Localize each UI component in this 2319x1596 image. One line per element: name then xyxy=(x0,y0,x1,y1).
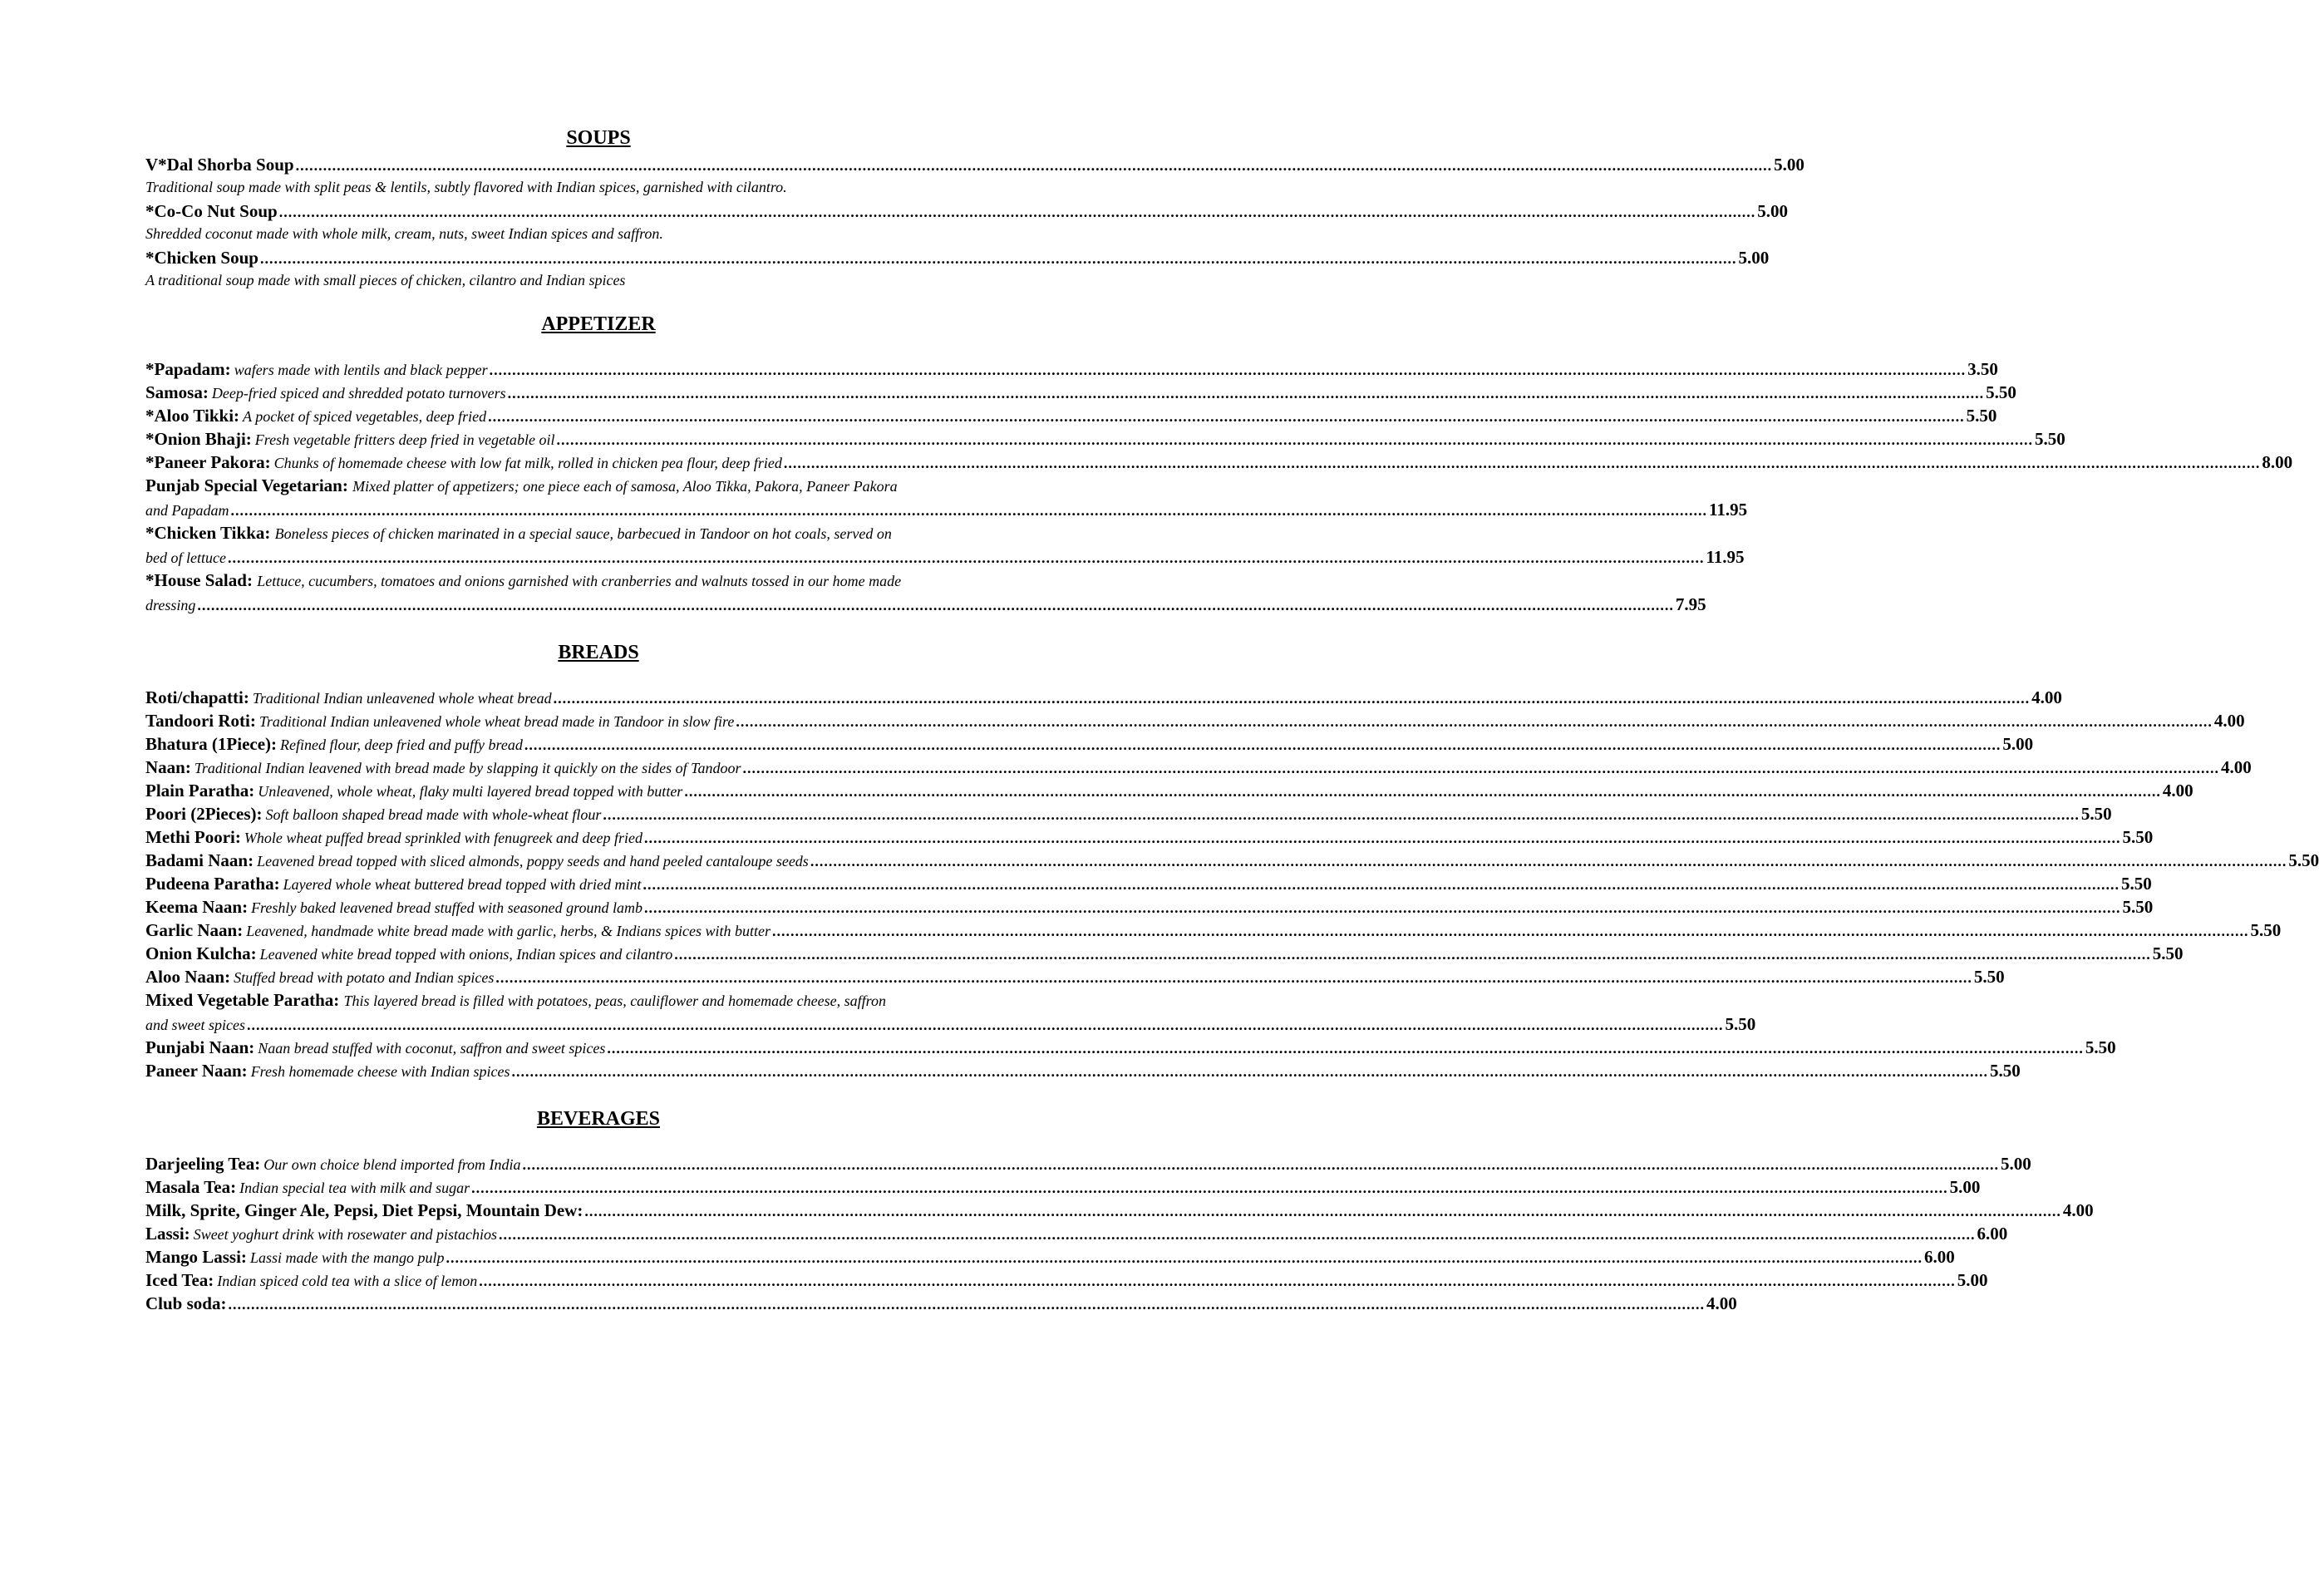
item-description: Mixed platter of appetizers; one piece each of samosa, Aloo Tikka, Pakora, Paneer Pakora xyxy=(352,478,898,495)
menu-item xyxy=(145,895,2154,919)
dot-leader xyxy=(736,710,2213,733)
item-description: Traditional Indian leavened with bread made by slapping it quickly on the sides of Tandoor xyxy=(194,760,741,776)
item-description: Lassi made with the mango pulp xyxy=(249,1249,445,1266)
menu-item xyxy=(145,802,2112,825)
item-price: 5.00 xyxy=(1757,201,1788,221)
item-name: Paneer Naan: xyxy=(145,1061,248,1081)
menu-item xyxy=(145,569,1706,616)
menu-item xyxy=(145,849,2319,872)
menu-item xyxy=(145,1199,2094,1222)
menu-item xyxy=(145,709,2245,732)
item-description: Fresh vegetable fritters deep fried in vegetable oil xyxy=(254,431,555,448)
section-appetizer xyxy=(145,311,2293,616)
dot-leader xyxy=(296,154,1773,177)
dot-leader xyxy=(499,1223,1976,1246)
item-name: Mango Lassi: xyxy=(145,1247,247,1267)
item-description: Sweet yoghurt drink with rosewater and pistachios xyxy=(193,1226,498,1243)
dot-leader xyxy=(279,200,1756,224)
item-description: Leavened white bread topped with onions, Indian spices and cilantro xyxy=(259,946,673,963)
item-description: Naan bread stuffed with coconut, saffron and sweet spices xyxy=(258,1040,606,1057)
item-price: 5.00 xyxy=(2002,734,2034,754)
dot-leader xyxy=(479,1269,1956,1293)
dot-leader xyxy=(231,499,1708,522)
item-description: Traditional soup made with split peas & lentils, subtly flavored with Indian spices, garnished with cilantro. xyxy=(145,179,787,195)
item-description: wafers made with lentils and black pepper xyxy=(234,362,488,378)
item-name: Naan: xyxy=(145,757,191,777)
menu-item xyxy=(145,404,1997,427)
item-name: Tandoori Roti: xyxy=(145,711,256,731)
dot-leader xyxy=(644,896,2121,919)
menu-item xyxy=(145,1292,1737,1315)
item-name: Milk, Sprite, Ginger Ale, Pepsi, Diet Pepsi, Mountain Dew: xyxy=(145,1200,583,1220)
section-title-breads: BREADS xyxy=(558,642,639,663)
item-price: 5.50 xyxy=(2250,920,2282,940)
item-description: Freshly baked leavened bread stuffed with seasoned ground lamb xyxy=(251,899,643,916)
dot-leader xyxy=(247,1013,1724,1037)
dot-leader xyxy=(471,1176,1948,1199)
item-name: *Co-Co Nut Soup xyxy=(145,201,278,221)
item-name: *Papadam: xyxy=(145,359,231,379)
item-name: Punjabi Naan: xyxy=(145,1037,255,1057)
item-description: Refined flour, deep fried and puffy bread xyxy=(280,736,523,753)
menu-item xyxy=(145,686,2062,709)
menu-item xyxy=(145,1036,2116,1059)
item-name: Aloo Naan: xyxy=(145,967,231,987)
dot-leader xyxy=(784,451,2261,475)
menu-item xyxy=(145,474,1748,521)
item-price: 5.50 xyxy=(1966,406,1997,426)
dot-leader xyxy=(674,943,2151,966)
item-description: Whole wheat puffed bread sprinkled with fenugreek and deep fried xyxy=(244,830,643,846)
item-description: Lettuce, cucumbers, tomatoes and onions garnished with cranberries and walnuts tossed in our home made xyxy=(257,573,902,589)
item-price: 11.95 xyxy=(1709,500,1748,520)
dot-leader xyxy=(490,358,1967,382)
menu-item xyxy=(145,825,2154,849)
item-name: *Chicken Tikka: xyxy=(145,523,271,543)
menu-item xyxy=(145,1175,1981,1199)
item-price: 4.00 xyxy=(2220,757,2252,777)
item-price: 5.50 xyxy=(2122,827,2154,847)
dot-leader xyxy=(260,247,1737,270)
item-description: Leavened, handmade white bread made with garlic, herbs, & Indians spices with butter xyxy=(246,923,771,939)
item-name: Garlic Naan: xyxy=(145,920,244,940)
item-description: Traditional Indian unleavened whole wheat bread xyxy=(252,690,552,707)
item-price: 5.00 xyxy=(1957,1270,1988,1290)
item-price: 5.00 xyxy=(1738,248,1770,268)
item-description: Chunks of homemade cheese with low fat milk, rolled in chicken pea flour, deep fried xyxy=(273,455,782,471)
item-description: Indian spiced cold tea with a slice of lemon xyxy=(217,1273,478,1289)
item-description: Shredded coconut made with whole milk, cream, nuts, sweet Indian spices and saffron. xyxy=(145,225,663,242)
dot-leader xyxy=(511,1060,1988,1083)
item-name: Badami Naan: xyxy=(145,850,254,870)
dot-leader xyxy=(554,687,2031,710)
item-description: Layered whole wheat buttered bread topped with dried mint xyxy=(283,876,642,893)
item-name: *Paneer Pakora: xyxy=(145,452,271,472)
menu-content xyxy=(145,125,2319,1315)
section-beverages xyxy=(145,1106,2094,1315)
item-description: Deep-fried spiced and shredded potato turnovers xyxy=(211,385,506,401)
item-name: *House Salad: xyxy=(145,570,253,590)
item-name: Darjeeling Tea: xyxy=(145,1154,261,1174)
item-price: 7.95 xyxy=(1675,594,1706,614)
item-name: Methi Poori: xyxy=(145,827,241,847)
item-description-cont: and Papadam xyxy=(145,502,229,519)
item-name: *Chicken Soup xyxy=(145,248,258,268)
menu-item xyxy=(145,153,1804,176)
section-soups xyxy=(145,125,1804,293)
menu-item xyxy=(145,965,2005,988)
dot-leader xyxy=(197,594,1674,617)
item-name: Bhatura (1Piece): xyxy=(145,734,278,754)
item-name: Samosa: xyxy=(145,382,209,402)
item-description: Stuffed bread with potato and Indian spices xyxy=(234,969,495,986)
item-price: 5.50 xyxy=(2288,850,2319,870)
item-price: 6.00 xyxy=(1977,1224,2008,1244)
dot-leader xyxy=(607,1037,2084,1060)
item-price: 11.95 xyxy=(1706,547,1745,567)
item-description-cont: and sweet spices xyxy=(145,1017,245,1033)
item-description-cont: bed of lettuce xyxy=(145,549,226,566)
item-name: Masala Tea: xyxy=(145,1177,237,1197)
item-description: A traditional soup made with small pieces of chicken, cilantro and Indian spices xyxy=(145,272,626,288)
menu-item xyxy=(145,1245,1955,1268)
item-price: 5.50 xyxy=(2080,804,2112,824)
item-description: Leavened bread topped with sliced almonds, poppy seeds and hand peeled cantaloupe seeds xyxy=(257,853,809,869)
menu-item xyxy=(145,779,2193,802)
item-description: Unleavened, whole wheat, flaky multi layered bread topped with butter xyxy=(258,783,683,800)
dot-leader xyxy=(446,1246,1923,1269)
menu-item xyxy=(145,1152,2031,1175)
menu-item xyxy=(145,942,2184,965)
dot-leader xyxy=(644,826,2121,850)
item-name: Poori (2Pieces): xyxy=(145,804,263,824)
menu-item xyxy=(145,427,2065,451)
item-price: 4.00 xyxy=(2031,687,2062,707)
item-price: 5.50 xyxy=(1725,1014,1756,1034)
menu-item xyxy=(145,872,2152,895)
menu-item xyxy=(145,756,2252,779)
item-price: 6.00 xyxy=(1923,1247,1955,1267)
dot-leader xyxy=(228,1293,1705,1316)
dot-leader xyxy=(228,546,1705,569)
dot-leader xyxy=(523,1153,2000,1176)
dot-leader xyxy=(684,780,2161,803)
menu-item xyxy=(145,200,1788,223)
menu-item xyxy=(145,1059,2021,1082)
item-price: 5.50 xyxy=(2085,1037,2116,1057)
item-price: 5.00 xyxy=(1774,155,1804,175)
dot-leader xyxy=(772,919,2249,943)
item-price: 3.50 xyxy=(1967,359,1998,379)
menu-item xyxy=(145,381,2016,404)
item-name: *Onion Bhaji: xyxy=(145,429,252,449)
section-title-soups: SOUPS xyxy=(566,127,631,149)
menu-item xyxy=(145,1222,2008,1245)
menu-item xyxy=(145,521,1745,569)
dot-leader xyxy=(584,1199,2061,1223)
item-description: Soft balloon shaped bread made with whole-wheat flour xyxy=(265,806,602,823)
menu-item xyxy=(145,988,1756,1036)
item-name: Roti/chapatti: xyxy=(145,687,249,707)
dot-leader xyxy=(603,803,2080,826)
item-description: Traditional Indian unleavened whole wheat bread made in Tandoor in slow fire xyxy=(258,713,735,730)
dot-leader xyxy=(557,428,2034,451)
section-breads xyxy=(145,639,2319,1082)
menu-item xyxy=(145,732,2034,756)
item-name: Pudeena Paratha: xyxy=(145,874,280,894)
item-name: Punjab Special Vegetarian: xyxy=(145,475,348,495)
item-description: Our own choice blend imported from India xyxy=(263,1156,521,1173)
item-name: Lassi: xyxy=(145,1224,190,1244)
item-price: 5.00 xyxy=(1949,1177,1981,1197)
item-description: This layered bread is filled with potatoes, peas, cauliflower and homemade cheese, saffron xyxy=(343,993,886,1009)
dot-leader xyxy=(742,756,2219,780)
dot-leader xyxy=(488,405,1965,428)
section-title-beverages: BEVERAGES xyxy=(536,1108,661,1130)
item-price: 5.50 xyxy=(2121,874,2152,894)
menu-item xyxy=(145,357,1998,381)
dot-leader xyxy=(508,382,1985,405)
item-price: 5.00 xyxy=(2001,1154,2031,1174)
item-name: Plain Paratha: xyxy=(145,781,255,800)
item-name: *Aloo Tikki: xyxy=(145,406,240,426)
menu-item xyxy=(145,451,2293,474)
item-price: 5.50 xyxy=(2035,429,2065,449)
item-description: Boneless pieces of chicken marinated in a special sauce, barbecued in Tandoor on hot coals, served on xyxy=(274,525,892,542)
item-name: Club soda: xyxy=(145,1293,227,1313)
dot-leader xyxy=(524,733,2001,756)
item-price: 4.00 xyxy=(2213,711,2245,731)
item-name: Onion Kulcha: xyxy=(145,943,257,963)
item-description: A pocket of spiced vegetables, deep fried xyxy=(243,408,487,425)
item-description-cont: dressing xyxy=(145,597,196,613)
section-title-appetizer: APPETIZER xyxy=(541,313,656,335)
dot-leader xyxy=(643,873,2120,896)
item-price: 8.00 xyxy=(2262,452,2293,472)
item-price: 4.00 xyxy=(2162,781,2193,800)
menu-item xyxy=(145,1268,1988,1292)
item-price: 5.50 xyxy=(1989,1061,2021,1081)
item-price: 5.50 xyxy=(1973,967,2005,987)
menu-item xyxy=(145,919,2282,942)
item-price: 5.50 xyxy=(2122,897,2154,917)
item-name: Keema Naan: xyxy=(145,897,249,917)
menu-item xyxy=(145,246,1770,269)
item-description: Fresh homemade cheese with Indian spices xyxy=(250,1063,510,1080)
item-name: Iced Tea: xyxy=(145,1270,214,1290)
dot-leader xyxy=(495,966,1972,989)
item-price: 5.50 xyxy=(2152,943,2184,963)
dot-leader xyxy=(810,850,2287,873)
item-price: 4.00 xyxy=(2062,1200,2094,1220)
item-description: Indian special tea with milk and sugar xyxy=(239,1180,470,1196)
item-price: 5.50 xyxy=(1986,382,2016,402)
item-name: Mixed Vegetable Paratha: xyxy=(145,990,340,1010)
item-name: V*Dal Shorba Soup xyxy=(145,155,294,175)
item-price: 4.00 xyxy=(1706,1293,1737,1313)
